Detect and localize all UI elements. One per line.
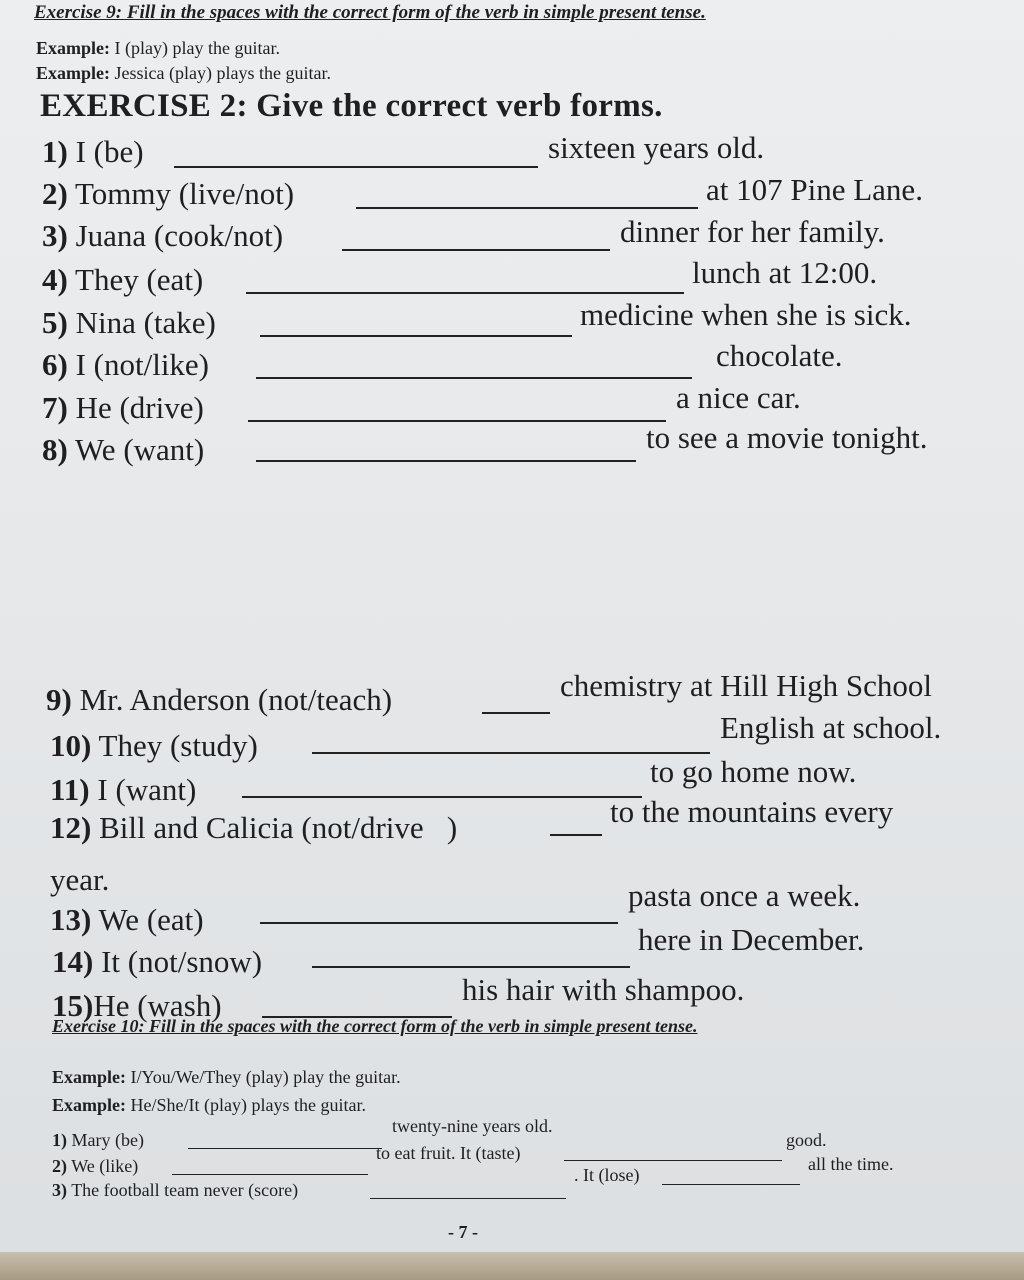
ex10-question-2-prompt: 2) We (like) bbox=[52, 1156, 139, 1176]
page-number: - 7 - bbox=[448, 1222, 478, 1242]
ex10-question-2-answer-blank-2[interactable] bbox=[564, 1160, 782, 1161]
question-8-answer-blank[interactable] bbox=[256, 460, 636, 462]
question-1-rest: sixteen years old. bbox=[548, 130, 765, 165]
question-2-answer-blank[interactable] bbox=[356, 207, 698, 209]
ex10-question-1-answer-blank[interactable] bbox=[188, 1148, 382, 1149]
question-4-answer-blank[interactable] bbox=[246, 292, 684, 294]
question-8-rest: to see a movie tonight. bbox=[646, 420, 928, 455]
ex10-question-2-rest: good. bbox=[786, 1130, 827, 1150]
question-6-rest: chocolate. bbox=[716, 338, 843, 373]
question-1-answer-blank[interactable] bbox=[174, 166, 538, 168]
question-3-rest: dinner for her family. bbox=[620, 214, 885, 249]
question-10-prompt: 10) They (study) bbox=[50, 728, 258, 763]
exercise2-title: EXERCISE 2: Give the correct verb forms. bbox=[40, 88, 663, 124]
exercise10-title: Exercise 10: Fill in the spaces with the correct form of the verb in simple present tense. bbox=[52, 1016, 698, 1036]
question-3-answer-blank[interactable] bbox=[342, 249, 610, 251]
ex10-question-3-rest: all the time. bbox=[808, 1154, 894, 1174]
question-7-rest: a nice car. bbox=[676, 380, 801, 415]
exercise9-title: Exercise 9: Fill in the spaces with the correct form of the verb in simple present tense. bbox=[34, 2, 706, 23]
question-11-prompt: 11) I (want) bbox=[50, 772, 197, 807]
exercise10-example-1: Example: I/You/We/They (play) play the guitar. bbox=[52, 1067, 401, 1087]
question-5-prompt: 5) Nina (take) bbox=[42, 305, 216, 340]
question-9-rest: chemistry at Hill High School bbox=[560, 668, 932, 703]
ex10-question-3-answer-blank-2[interactable] bbox=[662, 1184, 800, 1185]
ex10-question-1-prompt: 1) Mary (be) bbox=[52, 1130, 144, 1150]
ex10-question-3-mid: . It (lose) bbox=[574, 1165, 640, 1185]
question-13-prompt: 13) We (eat) bbox=[50, 902, 204, 937]
question-12-answer-blank[interactable] bbox=[550, 834, 602, 836]
question-12-continuation: year. bbox=[50, 862, 110, 897]
question-1-prompt: 1) I (be) bbox=[42, 134, 144, 169]
question-2-rest: at 107 Pine Lane. bbox=[706, 172, 923, 207]
question-12-prompt: 12) Bill and Calicia (not/drive ) bbox=[50, 810, 458, 845]
question-3-prompt: 3) Juana (cook/not) bbox=[42, 218, 284, 253]
exercise10-example-2: Example: He/She/It (play) plays the guitar. bbox=[52, 1095, 366, 1115]
exercise9-example-2: Example: Jessica (play) plays the guitar. bbox=[36, 63, 331, 83]
question-14-rest: here in December. bbox=[638, 922, 865, 957]
question-5-answer-blank[interactable] bbox=[260, 335, 572, 337]
ex10-question-1-rest: twenty-nine years old. bbox=[392, 1116, 553, 1136]
question-9-answer-blank[interactable] bbox=[482, 712, 550, 714]
question-7-prompt: 7) He (drive) bbox=[42, 390, 204, 425]
question-11-answer-blank[interactable] bbox=[242, 796, 642, 798]
question-10-rest: English at school. bbox=[720, 710, 942, 745]
ex10-question-2-answer-blank-1[interactable] bbox=[172, 1174, 368, 1175]
question-6-prompt: 6) I (not/like) bbox=[42, 347, 210, 382]
question-11-rest: to go home now. bbox=[650, 754, 857, 789]
question-15-prompt: 15)He (wash) bbox=[52, 988, 222, 1023]
question-7-answer-blank[interactable] bbox=[248, 420, 666, 422]
question-14-answer-blank[interactable] bbox=[312, 966, 630, 968]
question-15-rest: his hair with shampoo. bbox=[462, 972, 745, 1007]
question-13-answer-blank[interactable] bbox=[260, 922, 618, 924]
question-14-prompt: 14) It (not/snow) bbox=[52, 944, 263, 979]
exercise9-example-1: Example: I (play) play the guitar. bbox=[36, 38, 280, 58]
question-9-prompt: 9) Mr. Anderson (not/teach) bbox=[46, 682, 393, 717]
question-8-prompt: 8) We (want) bbox=[42, 432, 205, 467]
question-13-rest: pasta once a week. bbox=[628, 878, 861, 913]
ex10-question-3-answer-blank-1[interactable] bbox=[370, 1198, 566, 1199]
question-4-rest: lunch at 12:00. bbox=[692, 255, 878, 290]
question-12-rest: to the mountains every bbox=[610, 794, 894, 829]
question-2-prompt: 2) Tommy (live/not) bbox=[42, 176, 295, 211]
question-4-prompt: 4) They (eat) bbox=[42, 262, 204, 297]
ex10-question-2-mid: to eat fruit. It (taste) bbox=[376, 1143, 521, 1163]
question-5-rest: medicine when she is sick. bbox=[580, 297, 912, 332]
question-6-answer-blank[interactable] bbox=[256, 377, 692, 379]
table-surface bbox=[0, 1252, 1024, 1280]
ex10-question-3-prompt: 3) The football team never (score) bbox=[52, 1180, 299, 1200]
